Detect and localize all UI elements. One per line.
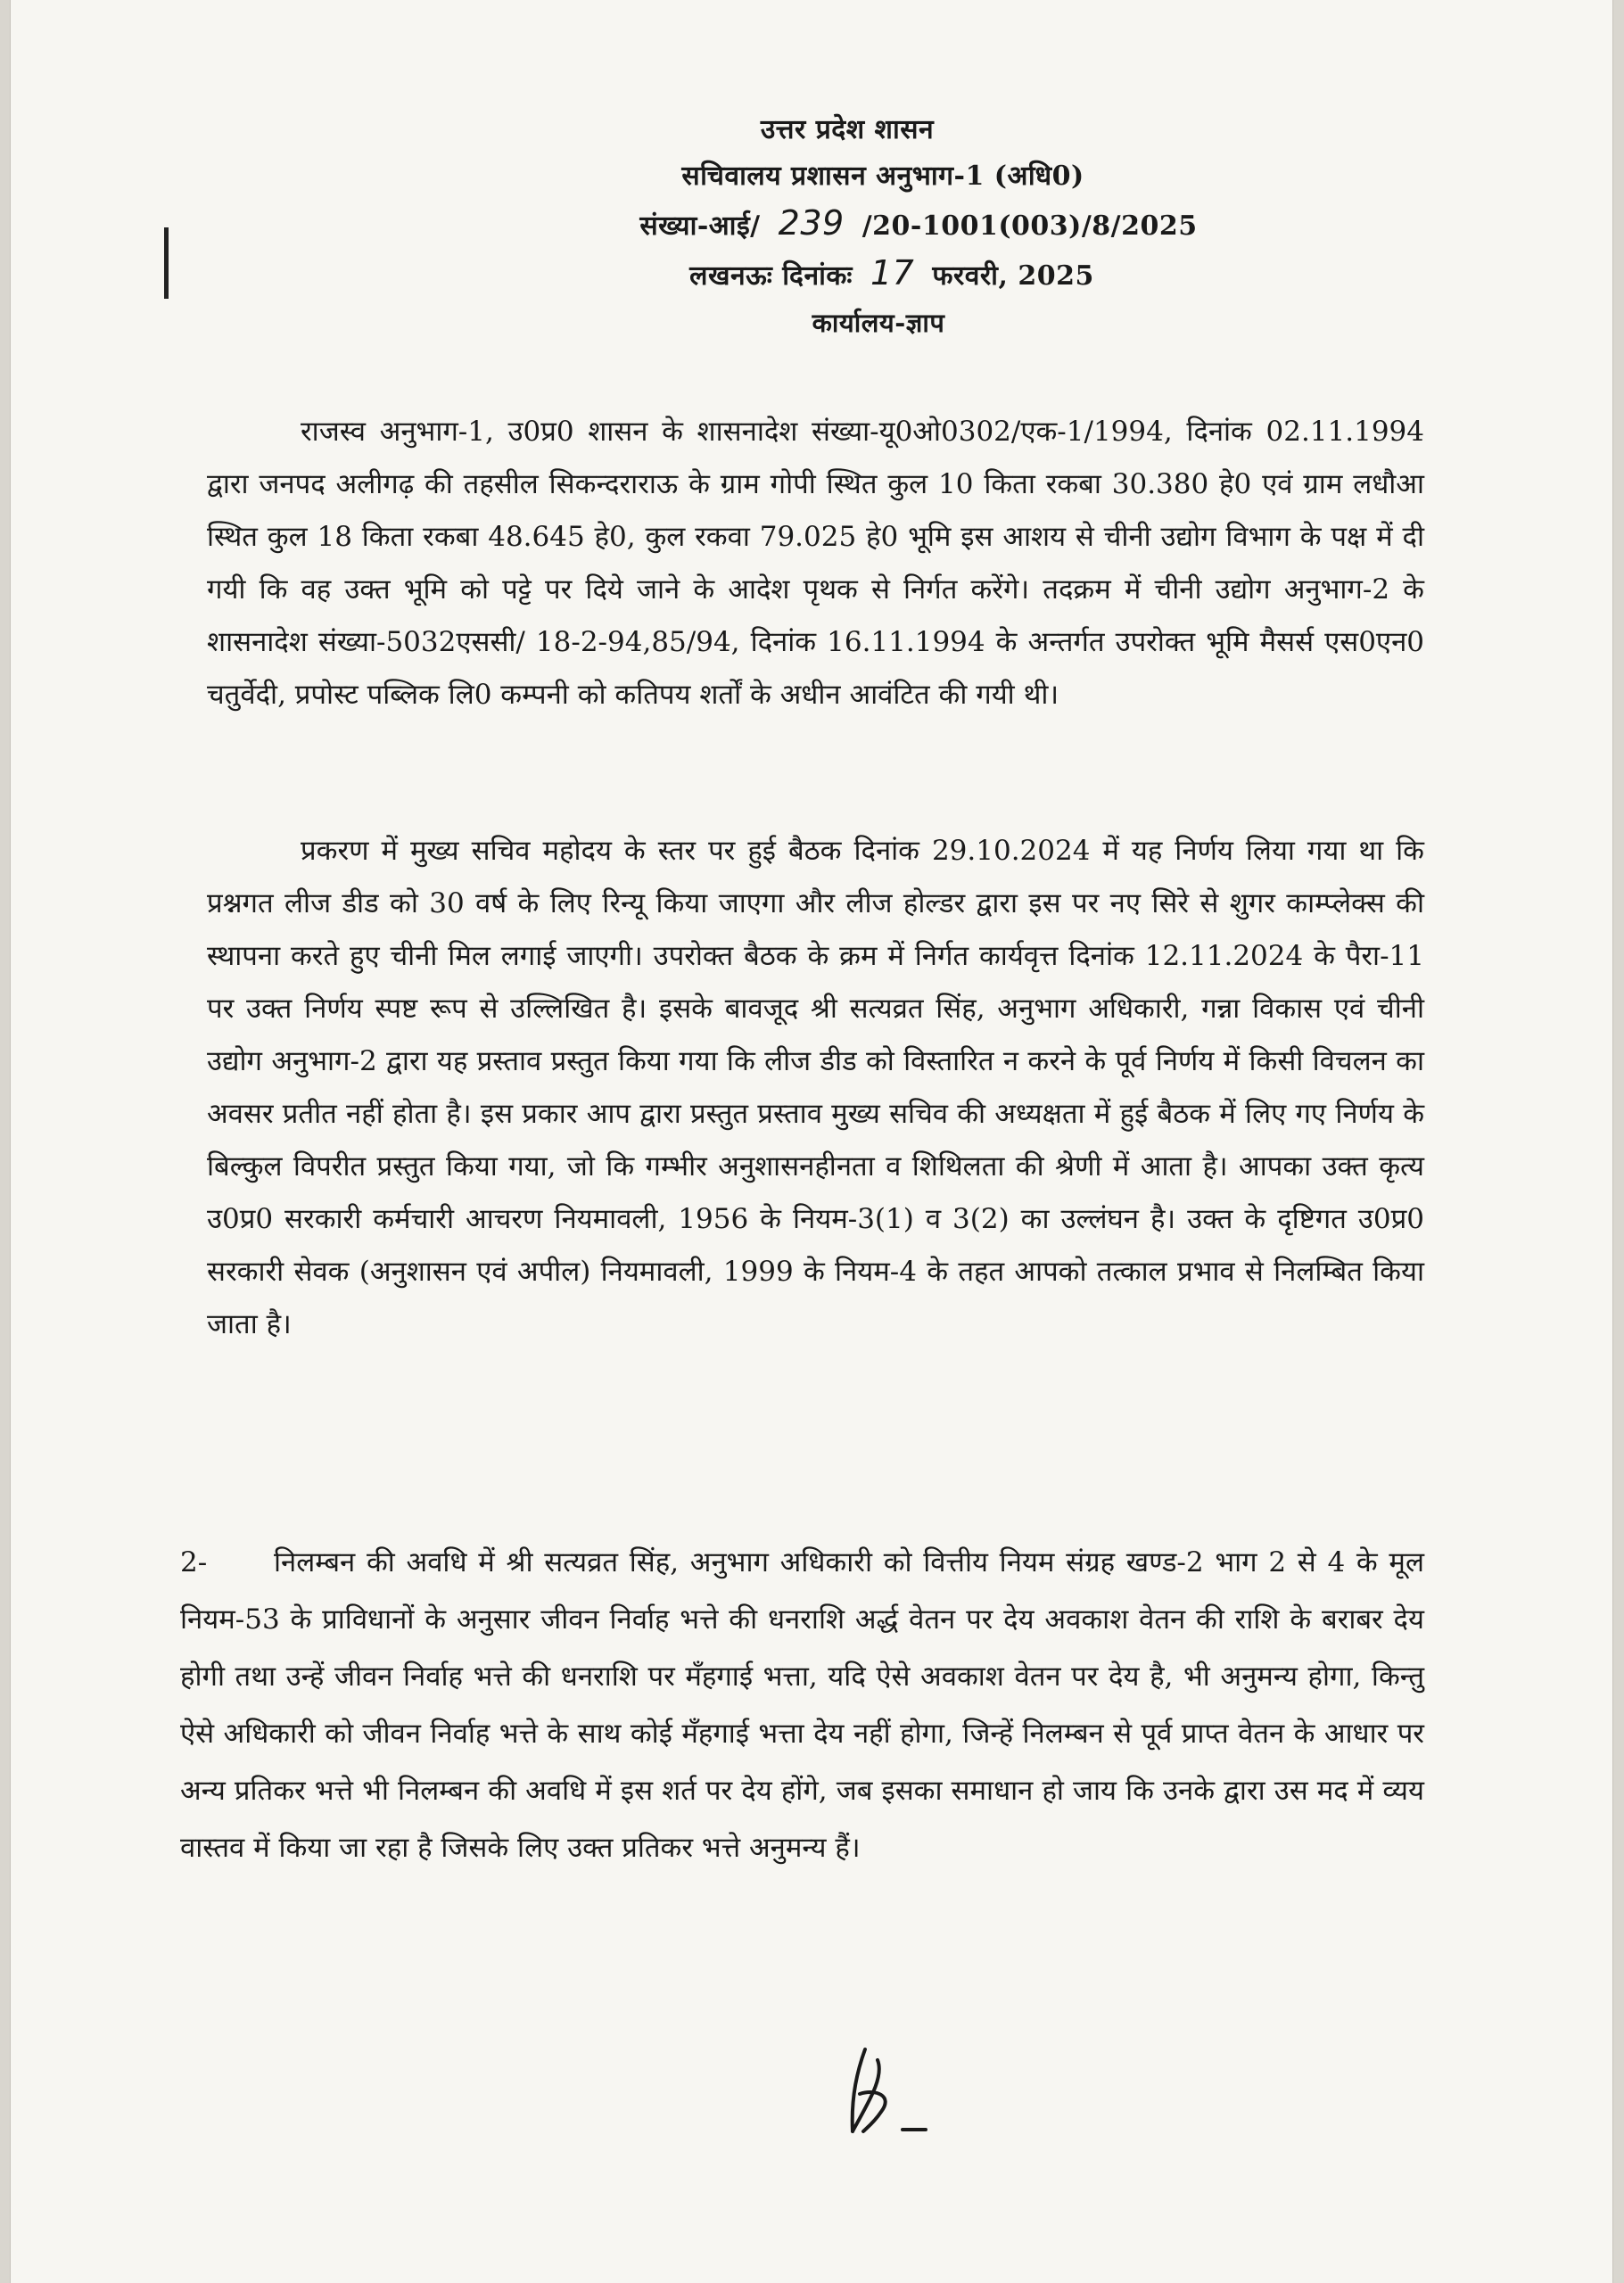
date-handwritten-day: 17 xyxy=(870,253,915,293)
paragraph-2-text: प्रकरण में मुख्य सचिव महोदय के स्तर पर हुई बैठक दिनांक 29.10.2024 में यह निर्णय लिया गया था कि प्रश्नगत लीज डीड को 30 वर्ष के लिए रिन्यू किया जाएगा और लीज होल्डर द्वारा इस पर नए सिरे से शुगर काम्प्लेक्स की स्थापना करते हुए चीनी मिल लगाई जाएगी। उपरोक्त बैठक के क्रम में निर्गत कार्यवृत्त दिनांक 12.11.2024 के पैरा-11 पर उक्त निर्णय स्पष्ट रूप से उल्लिखित है। इसके बावजूद श्री सत्यव्रत सिंह, अनुभाग अधिकारी, गन्ना विकास एवं चीनी उद्योग अनुभाग-2 द्वारा यह प्रस्ताव प्रस्तुत किया गया कि लीज डीड को विस्तारित न करने के पूर्व निर्णय में किसी विचलन का अवसर प्रतीत नहीं होता है। इस प्रकार आप द्वारा प्रस्तुत प्रस्ताव मुख्य सचिव की अध्यक्षता में हुई बैठक में लिए गए निर्णय के बिल्कुल विपरीत प्रस्तुत किया गया, जो कि गम्भीर अनुशासनहीनता व शिथिलता की श्रेणी में आता है। आपका उक्त कृत्य उ0प्र0 सरकारी कर्मचारी आचरण नियमावली, 1956 के नियम-3(1) व 3(2) का उल्लंघन है। उक्त के दृष्टिगत उ0प्र0 सरकारी सेवक (अनुशासन एवं अपील) नियमावली, 1999 के नियम-4 के तहत आपको तत्काल प्रभाव से निलम्बित किया जाता है। xyxy=(207,835,1424,1340)
paragraph-1 xyxy=(207,406,1424,721)
paragraph-3 xyxy=(180,1534,1424,1876)
paragraph-1-text: राजस्व अनुभाग-1, उ0प्र0 शासन के शासनादेश संख्या-यू0ओ0302/एक-1/1994, दिनांक 02.11.1994 द्वारा जनपद अलीगढ़ की तहसील सिकन्दराराऊ के ग्राम गोपी स्थित कुल 10 किता रकबा 30.380 हे0 एवं ग्राम लधौआ स्थित कुल 18 किता रकबा 48.645 हे0, कुल रकवा 79.025 हे0 भूमि इस आशय से चीनी उद्योग विभाग के पक्ष में दी गयी कि वह उक्त भूमि को पट्टे पर दिये जाने के आदेश पृथक से निर्गत करेंगे। तदक्रम में चीनी उद्योग अनुभाग-2 के शासनादेश संख्या-5032एससी/ 18-2-94,85/94, दिनांक 16.11.1994 के अन्तर्गत उपरोक्त भूमि मैसर्स एस0एन0 चतुर्वेदी, प्रपोस्ट पब्लिक लि0 कम्पनी को कतिपय शर्तों के अधीन आवंटित की गयी थी। xyxy=(207,416,1424,711)
paragraph-3-text: निलम्बन की अवधि में श्री सत्यव्रत सिंह, अनुभाग अधिकारी को वित्तीय नियम संग्रह खण्ड-2 भाग 2 से 4 के मूल नियम-53 के प्राविधानों के अनुसार जीवन निर्वाह भत्ते की धनराशि अर्द्ध वेतन पर देय अवकाश वेतन की राशि के बराबर देय होगी तथा उन्हें जीवन निर्वाह भत्ते की धनराशि पर मँहगाई भत्ता, यदि ऐसे अवकाश वेतन पर देय है, भी अनुमन्य होगा, किन्तु ऐसे अधिकारी को जीवन निर्वाह भत्ते के साथ कोई मँहगाई भत्ता देय नहीं होगा, जिन्हें निलम्बन से पूर्व प्राप्त वेतन के आधार पर अन्य प्रतिकर भत्ते भी निलम्बन की अवधि में इस शर्त पर देय होंगे, जब इसका समाधान हो जाय कि उनके द्वारा उस मद में व्यय वास्तव में किया जा रहा है जिसके लिए उक्त प्रतिकर भत्ते अनुमन्य हैं। xyxy=(180,1546,1424,1864)
signature-initial-icon xyxy=(840,2042,938,2149)
reference-prefix: संख्या-आई/ xyxy=(639,210,761,242)
header-government: उत्तर प्रदेश शासन xyxy=(760,114,935,145)
document-page xyxy=(11,0,1612,2283)
header-reference-number xyxy=(225,200,1612,250)
document-header xyxy=(11,107,1612,346)
reference-suffix: /20-1001(003)/8/2025 xyxy=(861,210,1198,242)
date-suffix: फरवरी, 2025 xyxy=(932,260,1094,292)
document-title: कार्यालय-ज्ञाप xyxy=(812,308,945,338)
header-date xyxy=(171,250,1612,300)
date-prefix: लखनऊः दिनांकः xyxy=(689,260,853,292)
reference-handwritten-number: 239 xyxy=(778,203,845,243)
paragraph-2 xyxy=(207,825,1424,1351)
paragraph-number: 2- xyxy=(180,1546,208,1578)
header-department: सचिवालय प्रशासन अनुभाग-1 (अधि0) xyxy=(681,161,1084,192)
